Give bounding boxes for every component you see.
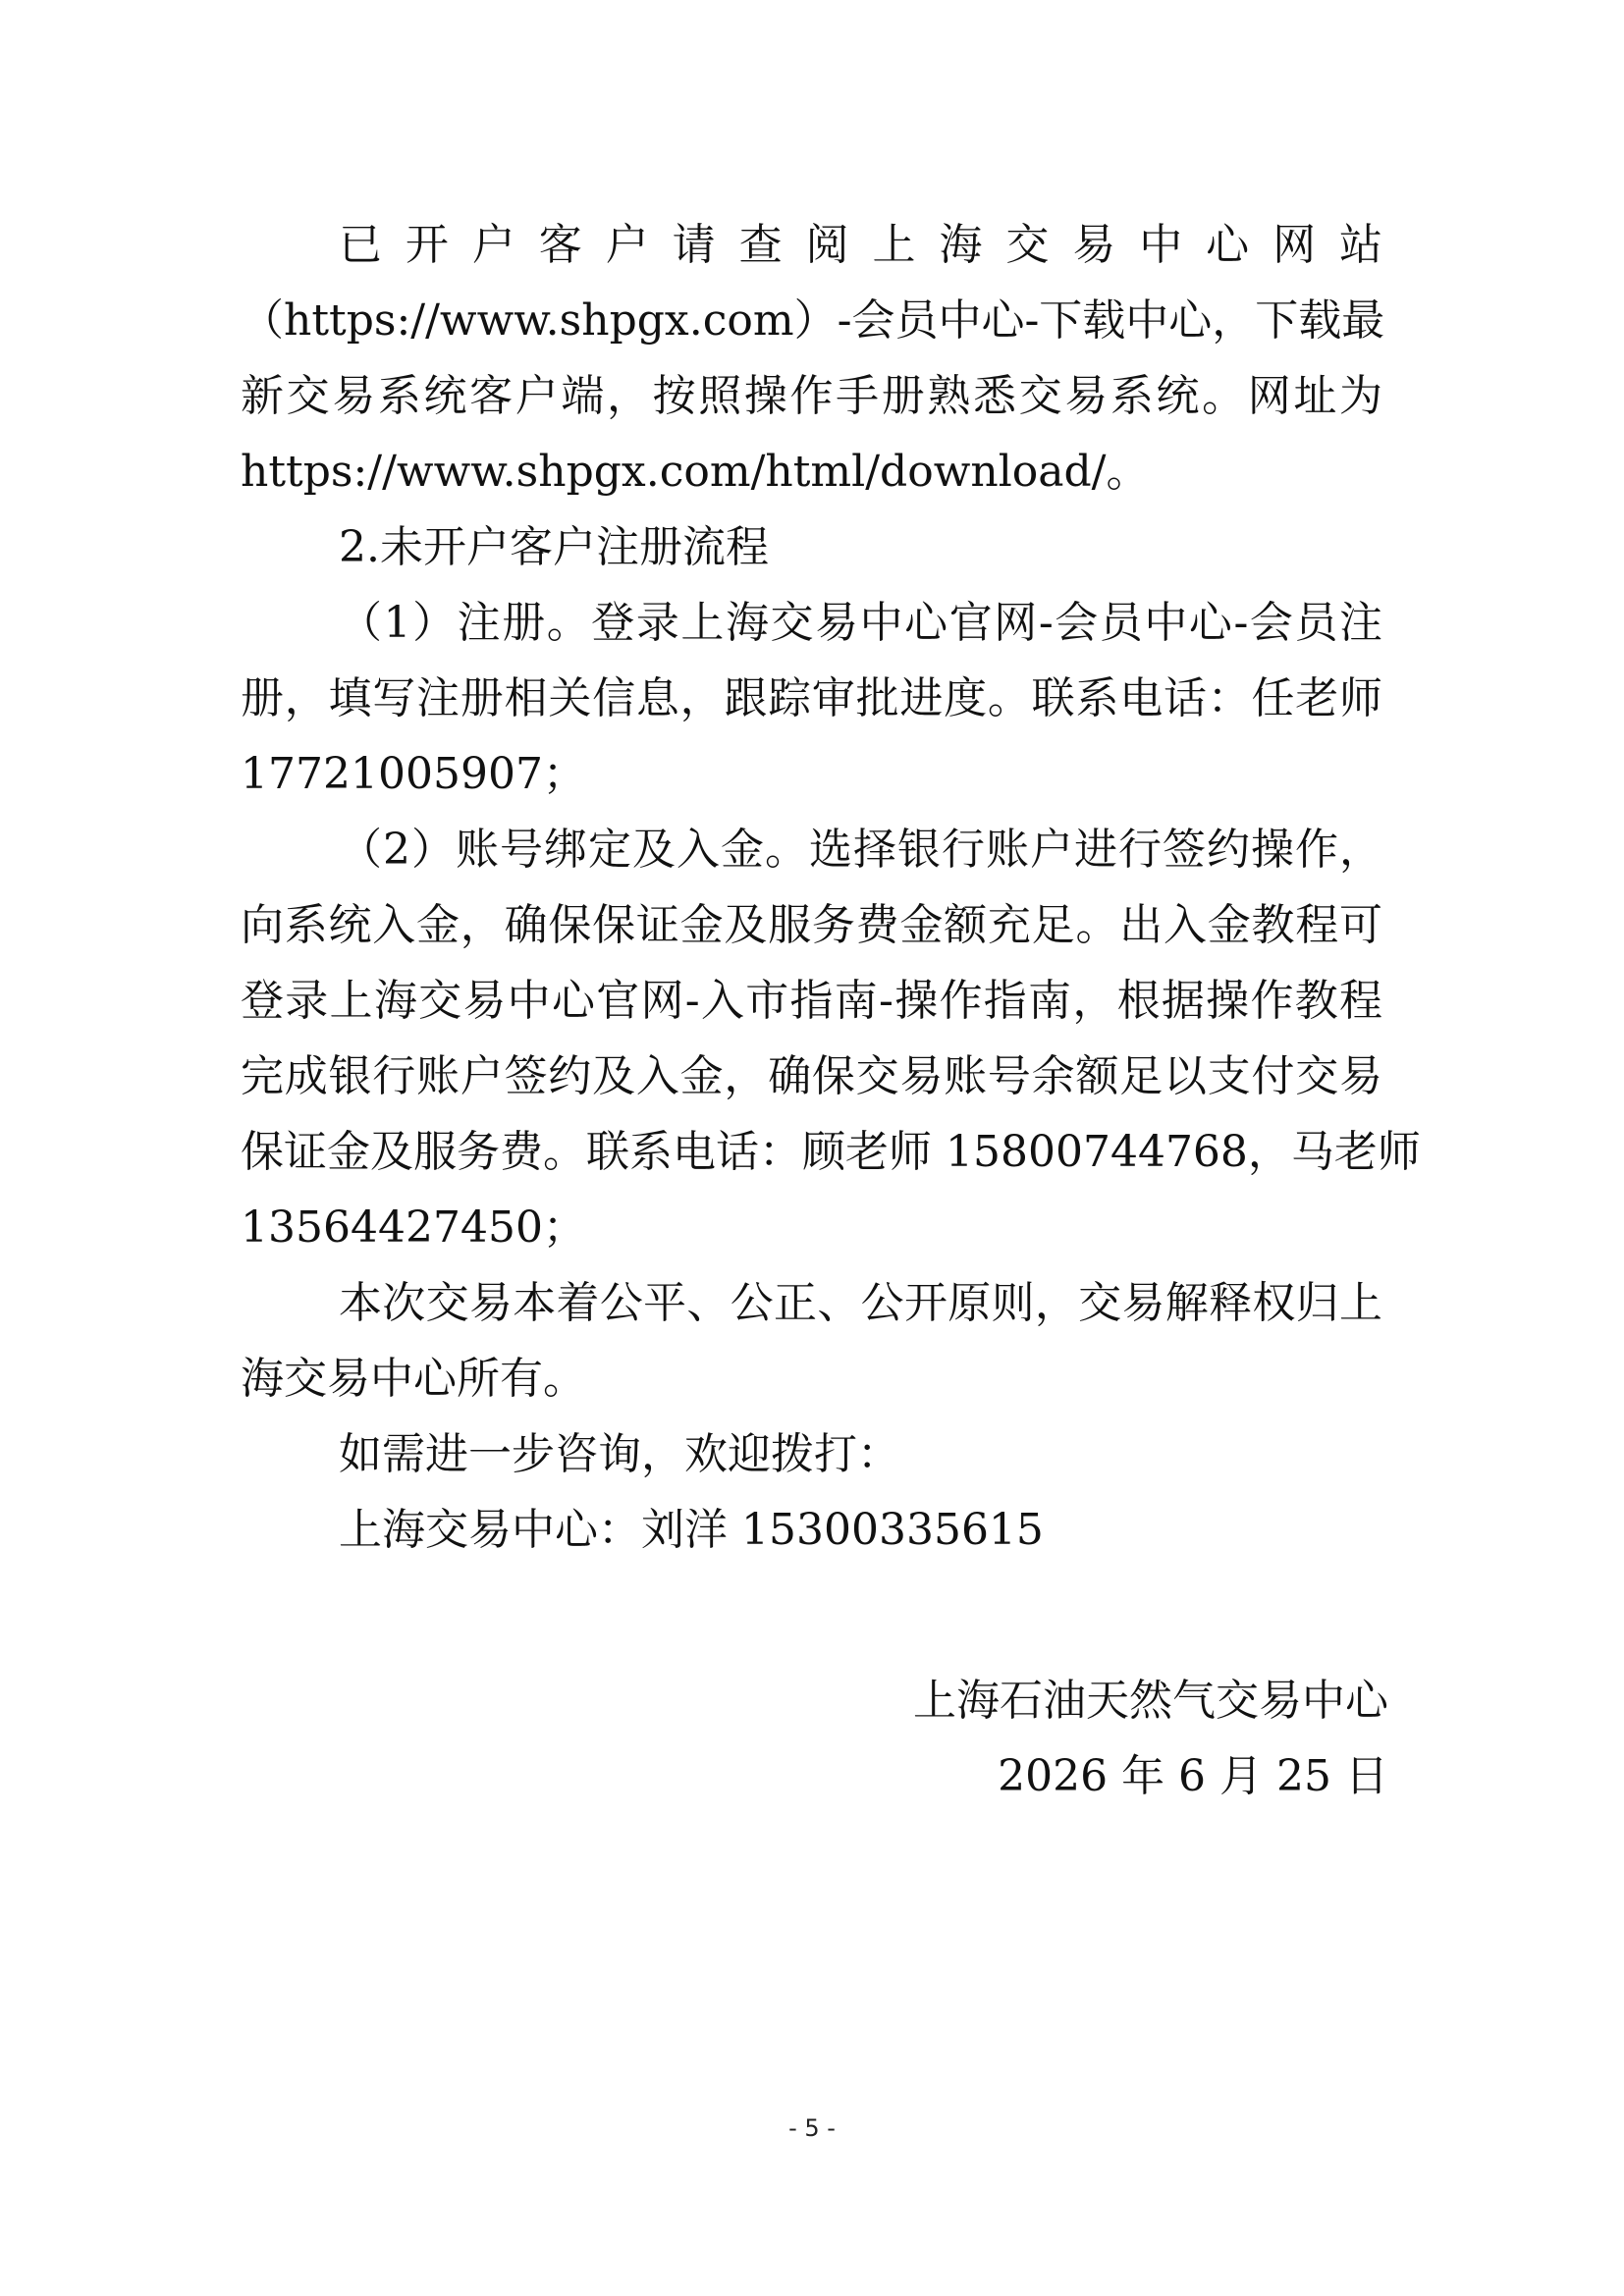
signature-organization: 上海石油天然气交易中心 bbox=[913, 1676, 1388, 1726]
item-2-line-5: 保证金及服务费。联系电话：顾老师 15800744768，马老师 bbox=[241, 1127, 1421, 1177]
paragraph-1-line-1: 已开户客户请查阅上海交易中心网站 bbox=[339, 220, 1382, 270]
item-1-line-3: 17721005907； bbox=[241, 749, 586, 799]
paragraph-1-line-2: （https://www.shpgx.com）-会员中心-下载中心，下载最 bbox=[241, 295, 1385, 346]
section-2-heading: 2.未开户客户注册流程 bbox=[339, 522, 769, 572]
consult-line-2: 上海交易中心：刘洋 15300335615 bbox=[339, 1505, 1044, 1555]
paragraph-1-line-3: 新交易系统客户端，按照操作手册熟悉交易系统。网址为 bbox=[241, 371, 1382, 421]
item-1-line-2: 册，填写注册相关信息，跟踪审批进度。联系电话：任老师 bbox=[241, 673, 1382, 723]
item-2-line-1: （2）账号绑定及入金。选择银行账户进行签约操作， bbox=[339, 825, 1382, 875]
consult-line-1: 如需进一步咨询，欢迎拨打： bbox=[339, 1429, 900, 1479]
item-2-line-6: 13564427450； bbox=[241, 1202, 586, 1253]
signature-date: 2026 年 6 月 25 日 bbox=[998, 1751, 1388, 1801]
paragraph-1-line-4: https://www.shpgx.com/html/download/。 bbox=[241, 447, 1150, 497]
fairness-line-2: 海交易中心所有。 bbox=[241, 1354, 586, 1404]
page-number: - 5 - bbox=[788, 2114, 836, 2142]
fairness-line-1: 本次交易本着公平、公正、公开原则，交易解释权归上 bbox=[339, 1278, 1382, 1328]
item-2-line-3: 登录上海交易中心官网-入市指南-操作指南，根据操作教程 bbox=[241, 976, 1382, 1026]
item-2-line-4: 完成银行账户签约及入金，确保交易账号余额足以支付交易 bbox=[241, 1051, 1382, 1101]
item-1-line-1: （1）注册。登录上海交易中心官网-会员中心-会员注 bbox=[339, 598, 1382, 648]
item-2-line-2: 向系统入金，确保保证金及服务费金额充足。出入金教程可 bbox=[241, 900, 1382, 950]
